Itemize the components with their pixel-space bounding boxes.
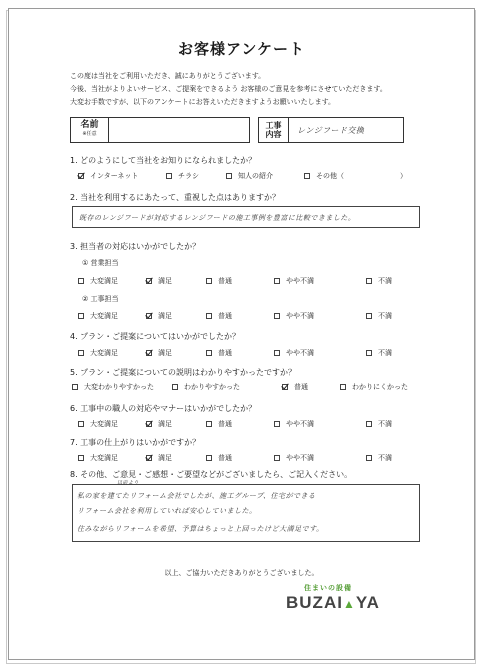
checkbox-icon[interactable] bbox=[226, 173, 232, 179]
q5-option[interactable]: わかりにくかった bbox=[340, 382, 408, 392]
checkbox-icon[interactable] bbox=[304, 173, 310, 179]
checkbox-icon[interactable] bbox=[274, 313, 280, 319]
q4-option[interactable]: やや不満 bbox=[274, 348, 314, 358]
question-5: 5. プラン・ご提案についての説明はわかりやすかったですか？ bbox=[70, 368, 297, 377]
checkbox-icon[interactable] bbox=[78, 278, 84, 284]
name-field[interactable] bbox=[70, 117, 250, 143]
checkbox-icon[interactable] bbox=[366, 278, 372, 284]
q4-option[interactable]: 普通 bbox=[206, 348, 232, 358]
q1-option[interactable]: 知人の紹介 bbox=[226, 171, 273, 181]
q3-work-option[interactable]: 普通 bbox=[206, 311, 232, 321]
checkbox-checked-icon[interactable] bbox=[146, 350, 152, 356]
q6-option[interactable]: 普通 bbox=[206, 419, 232, 429]
q5-option[interactable]: 普通 bbox=[282, 382, 308, 392]
q3-work-option[interactable]: 大変満足 bbox=[78, 311, 118, 321]
q8-comment-line: 住みながらリフォームを希望、予算はちょっと上回ったけど大満足です。 bbox=[77, 525, 324, 533]
checkbox-checked-icon[interactable] bbox=[146, 455, 152, 461]
q3-sales-option[interactable]: やや不満 bbox=[274, 276, 314, 286]
q6-option[interactable]: 大変満足 bbox=[78, 419, 118, 429]
q3-sales-option[interactable]: 不満 bbox=[366, 276, 392, 286]
q8-comment-line: 私の家を建てたリフォーム会社でしたが、施工グループ、住宅ができる bbox=[77, 492, 316, 500]
checkbox-icon[interactable] bbox=[366, 350, 372, 356]
name-value bbox=[109, 118, 117, 142]
q5-option[interactable]: 大変わかりやすかった bbox=[72, 382, 154, 392]
checkbox-checked-icon[interactable] bbox=[282, 384, 288, 390]
q3-work-option[interactable]: やや不満 bbox=[274, 311, 314, 321]
checkbox-icon[interactable] bbox=[166, 173, 172, 179]
checkbox-icon[interactable] bbox=[206, 313, 212, 319]
checkbox-icon[interactable] bbox=[72, 384, 78, 390]
q1-option[interactable]: インターネット bbox=[78, 171, 138, 181]
q1-option[interactable]: その他（ ） bbox=[304, 171, 407, 181]
checkbox-checked-icon[interactable] bbox=[146, 313, 152, 319]
q3-sales-option[interactable]: 満足 bbox=[146, 276, 172, 286]
q8-comment-box[interactable] bbox=[72, 480, 420, 542]
q7-option[interactable]: 普通 bbox=[206, 453, 232, 463]
q1-option[interactable]: チラシ bbox=[166, 171, 199, 181]
question-6: 6. 工事中の職人の対応やマナーはいかがでしたか？ bbox=[70, 404, 257, 413]
checkbox-icon[interactable] bbox=[274, 350, 280, 356]
work-content-field[interactable] bbox=[258, 117, 404, 143]
q7-option[interactable]: 不満 bbox=[366, 453, 392, 463]
q3-work-option[interactable]: 満足 bbox=[146, 311, 172, 321]
checkbox-icon[interactable] bbox=[78, 350, 84, 356]
q4-option[interactable]: 不満 bbox=[366, 348, 392, 358]
checkbox-checked-icon[interactable] bbox=[146, 278, 152, 284]
intro-text bbox=[70, 70, 470, 109]
q6-option[interactable]: 満足 bbox=[146, 419, 172, 429]
logo-wordmark: BUZAI▲YA bbox=[286, 593, 380, 612]
q3-sales-option[interactable]: 大変満足 bbox=[78, 276, 118, 286]
checkbox-icon[interactable] bbox=[274, 421, 280, 427]
q6-option[interactable]: 不満 bbox=[366, 419, 392, 429]
checkbox-icon[interactable] bbox=[206, 421, 212, 427]
name-label: 名前 ※任意 bbox=[71, 118, 109, 142]
q7-option[interactable]: やや不満 bbox=[274, 453, 314, 463]
q7-option[interactable]: 満足 bbox=[146, 453, 172, 463]
brand-logo bbox=[286, 583, 416, 623]
q8-comment-line: リフォーム会社を利用していれば安心していました。 bbox=[77, 507, 257, 515]
checkbox-checked-icon[interactable] bbox=[78, 173, 84, 179]
checkbox-icon[interactable] bbox=[172, 384, 178, 390]
checkbox-icon[interactable] bbox=[78, 455, 84, 461]
work-content-value: レンジフード交換 bbox=[297, 126, 365, 135]
checkbox-icon[interactable] bbox=[206, 455, 212, 461]
question-1: 1. どのようにして当社をお知りになられましたか？ bbox=[70, 156, 257, 165]
question-7: 7. 工事の仕上がりはいかがですか？ bbox=[70, 438, 201, 447]
thanks-text: 以上、ご協力いただきありがとうございました。 bbox=[164, 569, 319, 577]
checkbox-icon[interactable] bbox=[340, 384, 346, 390]
logo-tagline: 住まいの設備 bbox=[304, 584, 352, 592]
q3-sub-sales: ① 営業担当 bbox=[82, 259, 119, 267]
checkbox-icon[interactable] bbox=[366, 421, 372, 427]
checkbox-icon[interactable] bbox=[274, 455, 280, 461]
q3-sub-work: ② 工事担当 bbox=[82, 295, 119, 303]
q6-option[interactable]: やや不満 bbox=[274, 419, 314, 429]
question-2: 2. 当社を利用するにあたって、重視した点はありますか？ bbox=[70, 193, 281, 202]
checkbox-checked-icon[interactable] bbox=[146, 421, 152, 427]
page-title: お客様アンケート bbox=[177, 40, 306, 58]
work-content-label: 工事 内容 bbox=[259, 118, 289, 142]
checkbox-icon[interactable] bbox=[78, 313, 84, 319]
question-8: 8. その他、ご意見・ご感想・ご要望などがございましたら、ご記入ください。 bbox=[70, 470, 353, 479]
question-3: 3. 担当者の対応はいかがでしたか？ bbox=[70, 242, 201, 251]
q4-option[interactable]: 大変満足 bbox=[78, 348, 118, 358]
question-4: 4. プラン・ご提案についてはいかがでしたか？ bbox=[70, 332, 241, 341]
q2-answer: 既存のレンジフードが対応するレンジフードの施工事例を豊富に比較できました。 bbox=[79, 214, 356, 222]
q5-option[interactable]: わかりやすかった bbox=[172, 382, 240, 392]
q8-note: 以前より bbox=[117, 480, 140, 486]
intro-line: 今後、当社がよりよいサービス、ご提案をできるよう お客様のご意見を参考にさせていただきます。 bbox=[70, 85, 387, 93]
checkbox-icon[interactable] bbox=[206, 278, 212, 284]
checkbox-icon[interactable] bbox=[366, 455, 372, 461]
checkbox-icon[interactable] bbox=[78, 421, 84, 427]
checkbox-icon[interactable] bbox=[206, 350, 212, 356]
house-roof-icon: ▲ bbox=[342, 597, 356, 611]
checkbox-icon[interactable] bbox=[366, 313, 372, 319]
q7-option[interactable]: 大変満足 bbox=[78, 453, 118, 463]
intro-line: この度は当社をご利用いただき、誠にありがとうございます。 bbox=[70, 72, 266, 80]
q3-sales-option[interactable]: 普通 bbox=[206, 276, 232, 286]
q3-work-option[interactable]: 不満 bbox=[366, 311, 392, 321]
q4-option[interactable]: 満足 bbox=[146, 348, 172, 358]
intro-line: 大変お手数ですが、以下のアンケートにお答えいただきますようお願いいたします。 bbox=[70, 98, 336, 106]
q2-answer-box[interactable] bbox=[72, 206, 420, 228]
checkbox-icon[interactable] bbox=[274, 278, 280, 284]
